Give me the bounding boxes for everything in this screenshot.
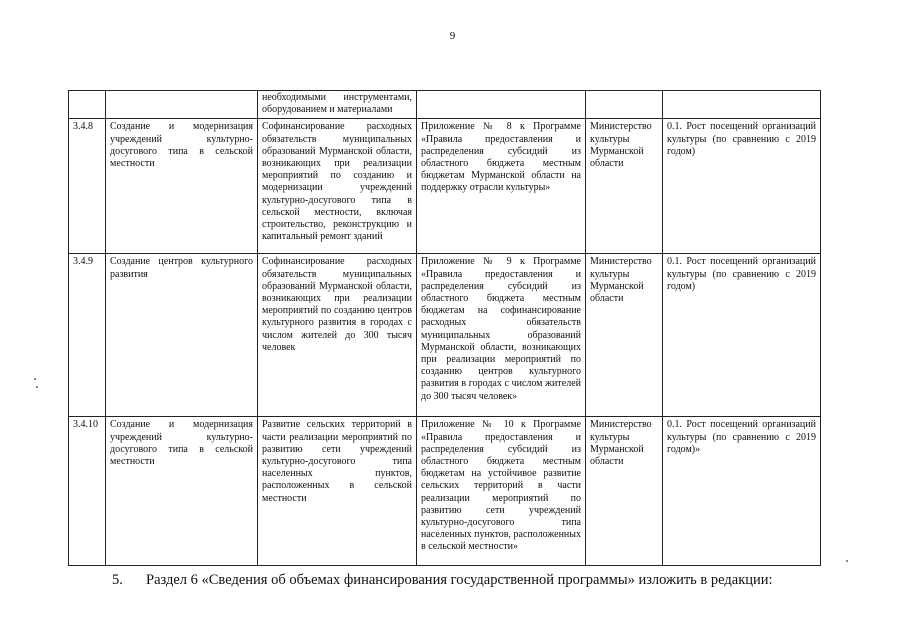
cell-num: 3.4.10	[69, 417, 106, 566]
cell-name: Создание центров культурного развития	[106, 254, 258, 417]
cell-name: Создание и модернизация учреждений культурно-досугового типа в сельской местности	[106, 119, 258, 254]
cell-indicator	[663, 91, 821, 119]
cell-measure: Софинансирование расходных обязательств муниципальных образований Мурманской области, возникающих при реализации мероприятий по созданию центров культурного развития в городах с числом жителей до 300 тысяч человек	[258, 254, 417, 417]
cell-indicator: 0.1. Рост посещений организаций культуры (по сравнению с 2019 годом)	[663, 254, 821, 417]
cell-name: Создание и модернизация учреждений культурно-досугового типа в сельской местности	[106, 417, 258, 566]
cell-measure: необходимыми инструментами, оборудованием и материалами	[258, 91, 417, 119]
scan-speck	[34, 378, 36, 380]
table-row	[69, 254, 821, 417]
paragraph-number: 5.	[112, 572, 123, 588]
table-row	[69, 119, 821, 254]
page-number: 9	[449, 30, 456, 42]
cell-executor: Министерство культуры Мурманской области	[586, 119, 663, 254]
cell-indicator: 0.1. Рост посещений организаций культуры (по сравнению с 2019 годом)	[663, 119, 821, 254]
scan-speck	[36, 386, 38, 388]
cell-num: 3.4.8	[69, 119, 106, 254]
cell-executor: Министерство культуры Мурманской области	[586, 254, 663, 417]
cell-measure: Развитие сельских территорий в части реализации мероприятий по развитию сети учреждений культурно-досугового типа населенных пунктов, расположенных в сельской местности	[258, 417, 417, 566]
cell-measure: Софинансирование расходных обязательств муниципальных образований Мурманской области, возникающих при реализации мероприятий по созданию и модернизации учреждений культурно-досугового типа в сельской местности, включая строительство, реконструкцию и капитальный ремонт зданий	[258, 119, 417, 254]
cell-appendix	[417, 91, 586, 119]
paragraph-text: Раздел 6 «Сведения об объемах финансирования государственной программы» изложить в редакции:	[146, 572, 773, 588]
cell-num: 3.4.9	[69, 254, 106, 417]
amendment-paragraph	[112, 572, 773, 589]
table-row	[69, 417, 821, 566]
program-measures-table	[68, 90, 821, 566]
cell-executor	[586, 91, 663, 119]
cell-executor: Министерство культуры Мурманской области	[586, 417, 663, 566]
cell-indicator: 0.1. Рост посещений организаций культуры (по сравнению с 2019 годом)»	[663, 417, 821, 566]
cell-name	[106, 91, 258, 119]
scan-speck	[846, 560, 848, 562]
cell-num	[69, 91, 106, 119]
table-row-continued	[69, 91, 821, 119]
cell-appendix: Приложение № 10 к Программе «Правила предоставления и распределения субсидий из областного бюджета местным бюджетам на устойчивое развитие сельских территорий в части реализации мероприятий по развитию сети учреждений культурно-досугового типа населенных пунктов, расположенных в сельской местности»	[417, 417, 586, 566]
cell-appendix: Приложение № 9 к Программе «Правила предоставления и распределения субсидий из областного бюджета местным бюджетам на софинансирование расходных обязательств муниципальных образований Мурманской области, возникающих при реализации мероприятий по созданию центров культурного развития в городах с числом жителей до 300 тысяч человек»	[417, 254, 586, 417]
cell-appendix: Приложение № 8 к Программе «Правила предоставления и распределения субсидий из областного бюджета местным бюджетам Мурманской области на поддержку отрасли культуры»	[417, 119, 586, 254]
